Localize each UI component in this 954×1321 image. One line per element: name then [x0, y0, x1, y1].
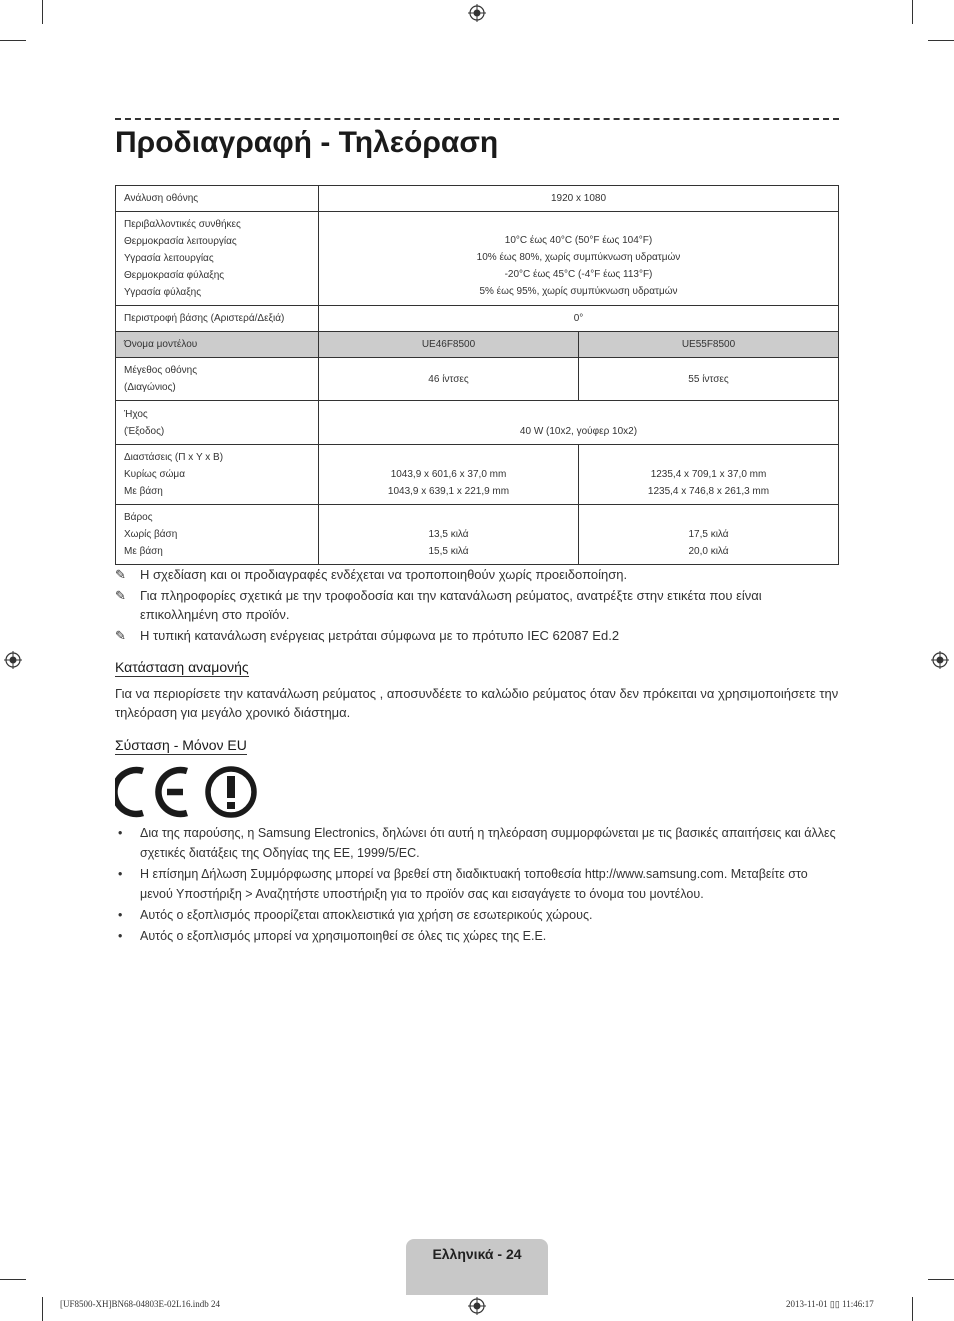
spec-label — [116, 401, 319, 445]
note-pencil-icon: ✎ — [115, 628, 126, 643]
list-item — [115, 905, 839, 925]
label-line: Χωρίς βάση — [124, 529, 178, 540]
page-title: Προδιαγραφή - Τηλεόραση — [115, 126, 499, 159]
value-line: 1043,9 x 601,6 x 37,0 mm — [390, 469, 507, 480]
label-line: Θερμοκρασία λειτουργίας — [124, 236, 237, 247]
crop-mark — [912, 0, 913, 24]
table-row — [116, 505, 839, 565]
bullet-icon: • — [118, 867, 123, 881]
registration-mark-icon — [468, 4, 486, 22]
label-line: Κυρίως σώμα — [124, 469, 185, 480]
value-line: 1043,9 x 639,1 x 221,9 mm — [387, 486, 510, 497]
value-line: 1235,4 x 746,8 x 261,3 mm — [647, 486, 770, 497]
label-line: Βάρος — [124, 512, 153, 523]
value-line: 15,5 κιλά — [428, 546, 469, 557]
standby-heading: Κατάσταση αναμονής — [115, 659, 249, 675]
value-line: 5% έως 95%, χωρίς συμπύκνωση υδρατμών — [479, 285, 678, 297]
label-line: Θερμοκρασία φύλαξης — [124, 270, 225, 281]
spec-table — [115, 185, 839, 565]
table-row — [116, 358, 839, 401]
spec-value — [579, 445, 839, 505]
value-line: 20,0 κιλά — [688, 546, 729, 557]
label-line: Διαστάσεις (Π x Υ x Β) — [124, 452, 224, 463]
bullet-icon: • — [118, 929, 123, 943]
recommendation-list — [115, 823, 839, 947]
value-line: 17,5 κιλά — [688, 529, 729, 540]
ce-alert-marks — [115, 765, 260, 819]
note-pencil-icon: ✎ — [115, 567, 126, 582]
title-divider — [115, 118, 839, 120]
label-line: (Διαγώνιος) — [124, 382, 176, 393]
label-line: Υγρασία λειτουργίας — [124, 253, 214, 264]
page-number: Ελληνικά - 24 — [432, 1246, 522, 1262]
crop-mark — [42, 1297, 43, 1321]
spec-label: Ανάλυση οθόνης — [116, 186, 319, 212]
note-text: Για πληροφορίες σχετικά με την τροφοδοσία και την κατανάλωση ρεύματος, ανατρέξτε στην ετικέτα που είναι επικολλημένη στο προϊόν. — [140, 588, 762, 622]
spec-value — [319, 445, 579, 505]
value-line: -20°C έως 45°C (-4°F έως 113°F) — [504, 268, 653, 280]
table-row — [116, 401, 839, 445]
list-item-text: Δια της παρούσης, η Samsung Electronics, δηλώνει ότι αυτή η τηλεόραση συμμορφώνεται με τις βασικές απαιτήσεις και άλλες σχετικές διατάξεις της Οδηγίας της ΕΕ, 1999/5/EC. — [140, 826, 836, 860]
model-name: UE55F8500 — [579, 332, 839, 358]
label-line: Με βάση — [124, 486, 163, 497]
bullet-icon: • — [118, 908, 123, 922]
crop-mark — [928, 1279, 954, 1280]
spec-label — [116, 505, 319, 565]
note-pencil-icon: ✎ — [115, 588, 126, 603]
list-item-text: Αυτός ο εξοπλισμός προορίζεται αποκλειστικά για χρήση σε εσωτερικούς χώρους. — [140, 908, 593, 922]
table-row — [116, 212, 839, 306]
crop-mark — [0, 1279, 26, 1280]
crop-mark — [928, 40, 954, 41]
list-item — [115, 864, 839, 904]
note-item — [115, 565, 839, 584]
crop-mark — [0, 40, 26, 41]
print-timestamp: 2013-11-01 ▯▯ 11:46:17 — [786, 1299, 874, 1309]
spec-label: Όνομα μοντέλου — [116, 332, 319, 358]
registration-mark-icon — [468, 1297, 486, 1315]
spec-value — [319, 212, 839, 306]
spec-label: Περιστροφή βάσης (Αριστερά/Δεξιά) — [116, 306, 319, 332]
list-item-text: Η επίσημη Δήλωση Συμμόρφωσης μπορεί να βρεθεί στη διαδικτυακή τοποθεσία http://www.samsung.com. Μεταβείτε στο μενού Υποστήριξη > Αναζητήστε υποστήριξη για το προϊόν σας και εισαγάγετε το όνομα του μοντέλου. — [140, 867, 808, 901]
table-row — [116, 445, 839, 505]
spec-label — [116, 358, 319, 401]
list-item — [115, 926, 839, 946]
label-line: Ήχος — [124, 408, 148, 420]
notes-list — [115, 565, 839, 647]
label-line: (Έξοδος) — [124, 425, 165, 437]
crop-mark — [912, 1297, 913, 1321]
table-row — [116, 332, 839, 358]
table-row — [116, 306, 839, 332]
spec-label — [116, 212, 319, 306]
model-name: UE46F8500 — [319, 332, 579, 358]
crop-mark — [42, 0, 43, 24]
value-line: 1235,4 x 709,1 x 37,0 mm — [650, 469, 767, 480]
standby-text: Για να περιορίσετε την κατανάλωση ρεύματος , αποσυνδέετε το καλώδιο ρεύματος όταν δεν πρόκειται να χρησιμοποιήσετε την τηλεόραση για μεγάλο χρονικό διάστημα. — [115, 686, 839, 720]
spec-value: 0° — [319, 306, 839, 332]
alert-mark-icon — [208, 769, 254, 815]
spec-value — [319, 505, 579, 565]
registration-mark-icon — [931, 651, 949, 669]
label-line: Υγρασία φύλαξης — [124, 287, 202, 298]
value-line: 10°C έως 40°C (50°F έως 104°F) — [504, 234, 653, 246]
registration-mark-icon — [4, 651, 22, 669]
spec-value: 55 ίντσες — [579, 358, 839, 401]
spec-value — [579, 505, 839, 565]
label-line: Περιβαλλοντικές συνθήκες — [124, 219, 241, 230]
file-slug: [UF8500-XH]BN68-04803E-02L16.indb 24 — [60, 1299, 220, 1309]
bullet-icon: • — [118, 826, 123, 840]
spec-value: 46 ίντσες — [319, 358, 579, 401]
note-text: Η τυπική κατανάλωση ενέργειας μετράται σύμφωνα με το πρότυπο IEC 62087 Ed.2 — [140, 628, 620, 643]
note-item — [115, 626, 839, 645]
recommendation-heading: Σύσταση - Μόνον EU — [115, 737, 247, 753]
ce-mark-icon — [115, 770, 187, 814]
label-line: Μέγεθος οθόνης — [124, 365, 198, 376]
value-line: 10% έως 80%, χωρίς συμπύκνωση υδρατμών — [476, 251, 681, 263]
list-item-text: Αυτός ο εξοπλισμός μπορεί να χρησιμοποιηθεί σε όλες τις χώρες της Ε.Ε. — [140, 929, 547, 943]
list-item — [115, 823, 839, 863]
note-text: Η σχεδίαση και οι προδιαγραφές ενδέχεται να τροποποιηθούν χωρίς προειδοποίηση. — [140, 567, 628, 582]
note-item — [115, 586, 839, 624]
value-line: 13,5 κιλά — [428, 529, 469, 540]
label-line: Με βάση — [124, 546, 163, 557]
spec-label — [116, 445, 319, 505]
table-row — [116, 186, 839, 212]
spec-value: 40 W (10x2, γούφερ 10x2) — [319, 401, 839, 445]
spec-value: 1920 x 1080 — [319, 186, 839, 212]
